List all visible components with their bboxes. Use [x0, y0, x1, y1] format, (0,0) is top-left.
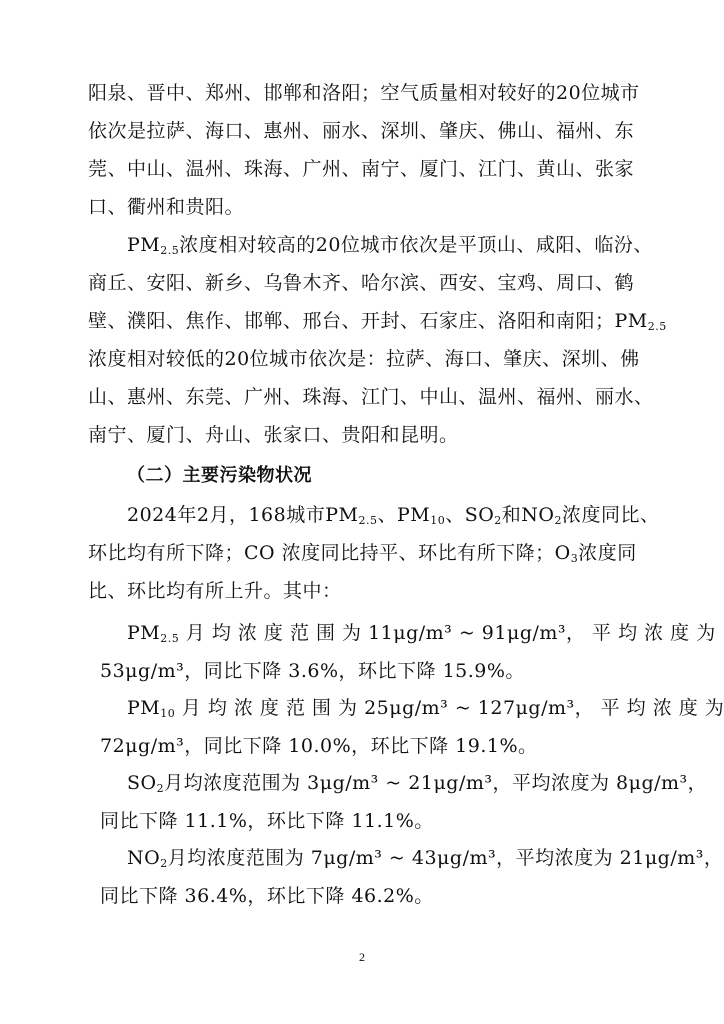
subscript: 2.5	[647, 320, 667, 333]
section-heading: （二）主要污染物状况	[127, 465, 312, 486]
paragraph-line: 南宁、厦门、舟山、张家口、贵阳和昆明。	[88, 424, 459, 446]
text: 浓度相对较高的20位城市依次是平顶山、咸阳、临汾、	[179, 234, 653, 256]
subscript: 2	[494, 514, 502, 527]
text: 浓度同比、	[562, 504, 660, 526]
paragraph-line: 口、衢州和贵阳。	[88, 196, 245, 218]
pollutant-label: PM	[127, 697, 161, 719]
pollutant-label: NO	[127, 847, 161, 869]
paragraph-line: 浓度相对较低的20位城市依次是：拉萨、海口、肇庆、深圳、佛	[88, 348, 640, 370]
subscript: 3	[570, 552, 579, 565]
text: 、PM	[377, 504, 431, 526]
subscript: 2.5	[160, 244, 180, 257]
paragraph-line: 莞、中山、温州、珠海、广州、南宁、厦门、江门、黄山、张家	[88, 158, 635, 180]
paragraph-line: 比、环比均有所上升。其中：	[88, 580, 342, 602]
text: 、SO	[445, 504, 495, 526]
subscript: 2.5	[160, 632, 180, 645]
so2-line	[127, 770, 707, 796]
text: 月 均 浓 度 范 围 为 11μg/m³ ~ 91μg/m³， 平 均 浓 度 为	[179, 622, 716, 644]
pm25-line: 53μg/m³，同比下降 3.6%，环比下降 15.9%。	[100, 660, 525, 682]
paragraph-line	[127, 502, 660, 528]
pm10-line: 72μg/m³，同比下降 10.0%，环比下降 19.1%。	[100, 735, 538, 757]
pollutant-label: SO	[127, 772, 157, 794]
text: 环比均有所下降；CO 浓度同比持平、环比有所下降；O	[88, 542, 571, 564]
subscript: 2	[156, 782, 165, 795]
subscript: 10	[430, 514, 446, 527]
text: 壁、濮阳、焦作、邯郸、邢台、开封、石家庄、洛阳和南阳；PM	[88, 310, 648, 332]
paragraph-line	[88, 308, 667, 334]
pm25-line	[127, 620, 716, 646]
text: 月 均 浓 度 范 围 为 25μg/m³ ~ 127μg/m³， 平 均 浓 度 为	[175, 697, 724, 719]
pm25-label: PM	[127, 234, 161, 256]
subscript: 2	[160, 857, 168, 870]
subscript: 10	[160, 707, 176, 720]
text: 月均浓度范围为 3μg/m³ ~ 21μg/m³，平均浓度为 8μg/m³，	[164, 772, 708, 794]
paragraph-line: 商丘、安阳、新乡、乌鲁木齐、哈尔滨、西安、宝鸡、周口、鹤	[88, 272, 635, 294]
page-number: 2	[359, 950, 365, 964]
paragraph-line	[127, 232, 653, 258]
no2-line	[127, 845, 723, 871]
paragraph-line: 山、惠州、东莞、广州、珠海、江门、中山、温州、福州、丽水、	[88, 386, 654, 408]
pollutant-label: PM	[127, 622, 161, 644]
text: 月均浓度范围为 7μg/m³ ~ 43μg/m³，平均浓度为 21μg/m³，	[167, 847, 724, 869]
paragraph-line: 阳泉、晋中、郑州、邯郸和洛阳；空气质量相对较好的20位城市	[88, 82, 640, 104]
paragraph-line: 依次是拉萨、海口、惠州、丽水、深圳、肇庆、佛山、福州、东	[88, 120, 635, 142]
paragraph-line	[88, 540, 637, 566]
text: 2024年2月，168城市PM	[127, 504, 359, 526]
no2-line: 同比下降 36.4%，环比下降 46.2%。	[100, 885, 434, 907]
text: 浓度同	[578, 542, 637, 564]
so2-line: 同比下降 11.1%，环比下降 11.1%。	[100, 810, 434, 832]
pm10-line	[127, 695, 724, 721]
subscript: 2	[554, 514, 562, 527]
subscript: 2.5	[358, 514, 378, 527]
text: 和NO	[501, 504, 555, 526]
